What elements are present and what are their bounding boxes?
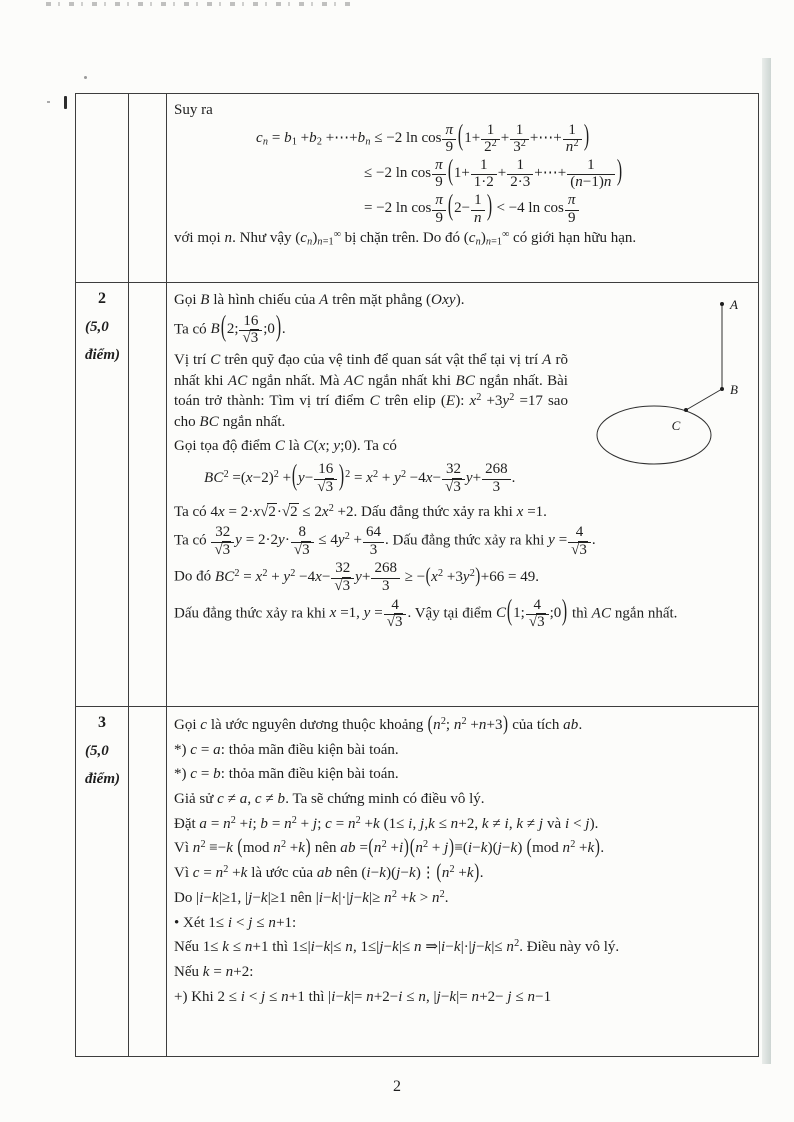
text-run: Vì xyxy=(174,865,193,882)
text-run: Dấu đẳng thức xảy ra khi xyxy=(388,532,549,549)
orbit-ellipse xyxy=(597,406,711,464)
text-run: nên xyxy=(332,865,362,882)
text-run: +) Khi xyxy=(174,988,218,1005)
content-line xyxy=(174,190,750,226)
text-run: Suy ra xyxy=(174,102,213,118)
text-run: Do xyxy=(174,889,197,906)
point-label-a: A xyxy=(730,297,738,312)
math-expression: AC xyxy=(343,372,364,389)
problem-points: (5,0 xyxy=(85,319,109,335)
text-run: thì xyxy=(304,988,329,1005)
math-expression: 2 ≤ i < j ≤ n+1 xyxy=(217,988,305,1005)
content-line xyxy=(174,740,750,761)
text-run: Ta có xyxy=(174,532,211,549)
content-line xyxy=(174,502,750,523)
score-column-cell xyxy=(129,94,167,282)
text-run: nên xyxy=(311,840,341,857)
math-expression: i < j). xyxy=(564,815,599,832)
text-run: là ước của xyxy=(247,865,317,882)
text-run: thì xyxy=(568,604,592,621)
math-expression: ab. xyxy=(563,717,583,733)
text-run: Nếu xyxy=(174,939,203,956)
satellite-orbit-diagram xyxy=(574,287,750,465)
content-line xyxy=(174,863,750,884)
math-expression: $(c_n)_{n=1}^\infty$ xyxy=(295,229,341,248)
math-expression: c = a: xyxy=(190,741,225,758)
math-expression: 1≤|i−k|≤ n, 1≤|j−k|≤ n ⇒|i−k|·|j−k|≤ $n^2$. xyxy=(291,938,523,956)
math-expression: $a = n^2 +i$; $b = n^2 + j$; $c = n^2 +k$ xyxy=(199,814,380,832)
content-line xyxy=(174,764,750,785)
text-run: Do đó xyxy=(174,568,215,585)
math-expression: = −2 ln cos $\frac{\pi}{9}$ (2− $\frac{1}{n}$ ) < −4 ln cos $\frac{\pi}{9}$ xyxy=(364,200,580,216)
text-run: Dấu đẳng thức xảy ra khi xyxy=(174,604,330,621)
math-expression: ≤ −2 ln cos $\frac{\pi}{9}$ (1+ $\frac{1}{1\cdot 2}$ + $\frac{1}{2\cdot 3}$ +⋯+ $\frac{1}{(n-1)n}$ ) xyxy=(364,155,622,191)
text-run: • Xét xyxy=(174,914,209,931)
math-expression: $4x = 2\cdot x√2\cdot√2 \le 2x^2 +2$. xyxy=(210,502,358,520)
text-run: Dấu đẳng thức xảy ra khi xyxy=(357,503,517,520)
problem-number-cell xyxy=(76,283,129,706)
content-line xyxy=(174,962,750,983)
math-expression: $n^2 \equiv-k$ (mod $n^2 +k$) xyxy=(192,836,311,859)
text-run: ngắn nhất. xyxy=(611,604,678,621)
text-run: Đặt xyxy=(174,815,200,832)
problem-number-cell xyxy=(76,707,129,1056)
math-expression: B xyxy=(200,292,210,308)
text-run: Gọi tọa độ điểm xyxy=(174,437,275,454)
problem-points: điểm) xyxy=(85,771,120,787)
problem-number: 2 xyxy=(98,290,106,307)
text-run: ngắn nhất. xyxy=(219,413,286,430)
point-b xyxy=(720,387,724,391)
scan-speck xyxy=(84,76,87,79)
text-run: Vì xyxy=(174,840,193,857)
text-run: Nếu xyxy=(174,963,203,980)
math-expression: C(1; $\frac{4}{√3}$ ;0) xyxy=(495,595,568,631)
table-row xyxy=(76,94,758,282)
text-run: là hình chiếu của xyxy=(209,292,320,308)
math-expression: $c = n^2 +k$ xyxy=(192,864,248,882)
content-line xyxy=(174,561,750,594)
scan-noise-artifact xyxy=(46,2,356,6)
table-row xyxy=(76,706,758,1056)
problem-number: 3 xyxy=(98,714,106,731)
content-line xyxy=(174,120,750,156)
text-run: với mọi xyxy=(174,230,225,247)
math-expression: C xyxy=(274,437,286,454)
point-label-c: C xyxy=(671,418,681,433)
math-expression: $c_n = b_1 +b_2$ $+\cdots+b_n \le -2$ ln cos $\frac{\pi}{9}$ (1+ $\frac{1}{2^2}$ + $\frac{1}{3^2}$ +⋯+ $\frac{1}{n^2}$ ) xyxy=(256,120,589,156)
scan-speck xyxy=(47,101,50,103)
text-run: *) xyxy=(174,766,191,783)
problem-points: (5,0 xyxy=(85,743,109,759)
math-expression: 1≤ k ≤ n+1 xyxy=(202,939,269,956)
text-run: thỏa mãn điều kiện bài toán. xyxy=(224,766,399,783)
math-expression: y = $\frac{4}{√3}$ . xyxy=(548,524,596,558)
text-run: thì xyxy=(268,939,292,956)
text-run: Ta có xyxy=(360,437,397,454)
math-expression: ($n^2$; $n^2 +n+3$) xyxy=(427,713,509,736)
math-expression: (1≤ i, j,k ≤ n+2, k ≠ i, k ≠ j xyxy=(383,815,544,832)
math-expression: ab $=(n^2 +i)(n^2 + j)\equiv(i-k)(j-k)$ (mod $n^2 +k$). xyxy=(340,836,605,859)
text-run: Gọi xyxy=(174,717,201,733)
text-run: Như vậy xyxy=(235,230,296,247)
math-expression: AC xyxy=(591,604,612,621)
math-expression: x =1. xyxy=(516,503,547,520)
solution-content-cell xyxy=(167,707,758,1056)
math-expression: BC xyxy=(455,372,476,389)
text-run: ngắn nhất. Bài toán trở thành: Tìm vị trí điểm xyxy=(174,372,568,410)
content-line xyxy=(174,838,750,859)
solution-content-cell xyxy=(167,283,758,706)
math-expression: A xyxy=(542,351,552,368)
point-label-b: B xyxy=(730,382,738,397)
text-run: Giả sử xyxy=(174,791,218,808)
text-run: Vậy tại điểm xyxy=(411,604,496,621)
content-line xyxy=(174,525,750,558)
math-expression: c = b: xyxy=(190,766,225,783)
text-run: ngắn nhất. Mà xyxy=(247,372,344,389)
math-expression: $|i-k|\cdot|j-k|\ge n^2 +k > n^2$. xyxy=(315,888,449,906)
math-expression: n. xyxy=(224,230,236,247)
content-line xyxy=(174,789,750,810)
text-run: và xyxy=(543,815,565,832)
text-run: Ta sẽ chứng minh có điều vô lý. xyxy=(288,791,485,808)
math-expression: ab xyxy=(316,865,333,882)
math-expression: $(i-k)(j-k)⋮(n^2 +k)$. xyxy=(361,861,484,884)
math-expression: c xyxy=(200,717,208,733)
math-expression: (E): $x^2 +3y^2 =17$ xyxy=(440,392,543,410)
text-run: Ta có xyxy=(174,320,211,337)
math-expression: A xyxy=(319,292,329,308)
point-a xyxy=(720,302,724,306)
content-line xyxy=(174,462,750,495)
math-expression: $BC^2 = x^2 + y^2 -4x-$ $\frac{32}{√3}$ y+ $\frac{268}{3}$ ≥ $-(x^2 +3y^2)+66 = 49$. xyxy=(214,560,539,594)
score-column-cell xyxy=(129,707,167,1056)
text-run: trên mặt phẳng xyxy=(328,292,427,308)
math-expression: AC xyxy=(227,372,248,389)
content-line xyxy=(174,913,750,934)
content-line xyxy=(174,987,750,1008)
math-expression: c ≠ a, c ≠ b. xyxy=(217,791,289,808)
text-run: ngắn nhất khi xyxy=(363,372,456,389)
math-expression: 1≤ i < j ≤ n+1: xyxy=(208,914,297,931)
content-line xyxy=(174,888,750,909)
scan-edge-shadow xyxy=(762,58,771,1064)
math-expression: B(2; $\frac{16}{√3}$ ;0). xyxy=(210,311,286,347)
content-line xyxy=(174,715,750,736)
text-run: Gọi xyxy=(174,292,201,308)
math-expression: (Oxy). xyxy=(426,292,465,308)
text-run: Vị trí xyxy=(174,351,211,368)
content-line xyxy=(174,814,750,835)
text-run: bị chặn trên. Do đó xyxy=(340,230,464,247)
table-row xyxy=(76,282,758,706)
text-run: là ước nguyên dương thuộc khoảng xyxy=(207,717,428,733)
text-run: nên xyxy=(286,889,316,906)
point-c xyxy=(684,408,688,412)
problem-points: điểm) xyxy=(85,347,120,363)
content-line xyxy=(174,155,750,191)
math-expression: |i−k|= n+2−i ≤ n, |j−k|= n+2− j ≤ n−1 xyxy=(328,988,552,1005)
math-expression: $BC^2 =(x-2)^2 +(y-$ $\frac{16}{√3}$ )$^2 = x^2 + y^2 -4x-$ $\frac{32}{√3}$ y+ $\frac{268}{3}$ . xyxy=(204,460,516,495)
segment-bc xyxy=(686,389,722,410)
math-expression: C xyxy=(210,351,221,368)
solution-table xyxy=(75,93,759,1057)
math-expression: $\frac{32}{√3}$ y = 2·2y· $\frac{8}{√3}$ ≤ $4y^2$ + $\frac{64}{3}$ . xyxy=(210,532,388,548)
content-line xyxy=(174,595,750,631)
text-run: là xyxy=(285,437,304,454)
text-run: thỏa mãn điều kiện bài toán. xyxy=(224,741,399,758)
math-expression: k = n+2: xyxy=(202,963,254,980)
scan-artifact xyxy=(64,96,67,109)
math-expression: BC xyxy=(199,413,219,430)
math-expression: x =1, y = $\frac{4}{√3}$ . xyxy=(329,596,412,631)
text-run: Ta có xyxy=(174,503,211,520)
solution-content-cell xyxy=(167,94,758,282)
math-expression: C(x; y;0). xyxy=(303,437,361,454)
text-run: trên quỹ đạo của vệ tinh để quan sát vật thể tại vị trí xyxy=(220,351,543,368)
text-run: trên elip xyxy=(379,393,441,410)
text-run: sao cho xyxy=(174,393,568,430)
score-column-cell xyxy=(129,283,167,706)
text-run: rõ nhất khi xyxy=(174,351,568,389)
text-run: có giới hạn hữu hạn. xyxy=(509,230,637,247)
math-expression: |i−k|≥1, |j−k|≥1 xyxy=(196,889,287,906)
content-line xyxy=(174,937,750,958)
text-run: Điều này vô lý. xyxy=(522,939,620,956)
text-run: của tích xyxy=(508,717,564,733)
problem-number-cell xyxy=(76,94,129,282)
page-number: 2 xyxy=(393,1078,401,1095)
math-expression: C xyxy=(369,393,380,410)
math-expression: $(c_n)_{n=1}^\infty$ xyxy=(463,229,510,248)
text-run: *) xyxy=(174,741,191,758)
content-line xyxy=(174,228,750,249)
